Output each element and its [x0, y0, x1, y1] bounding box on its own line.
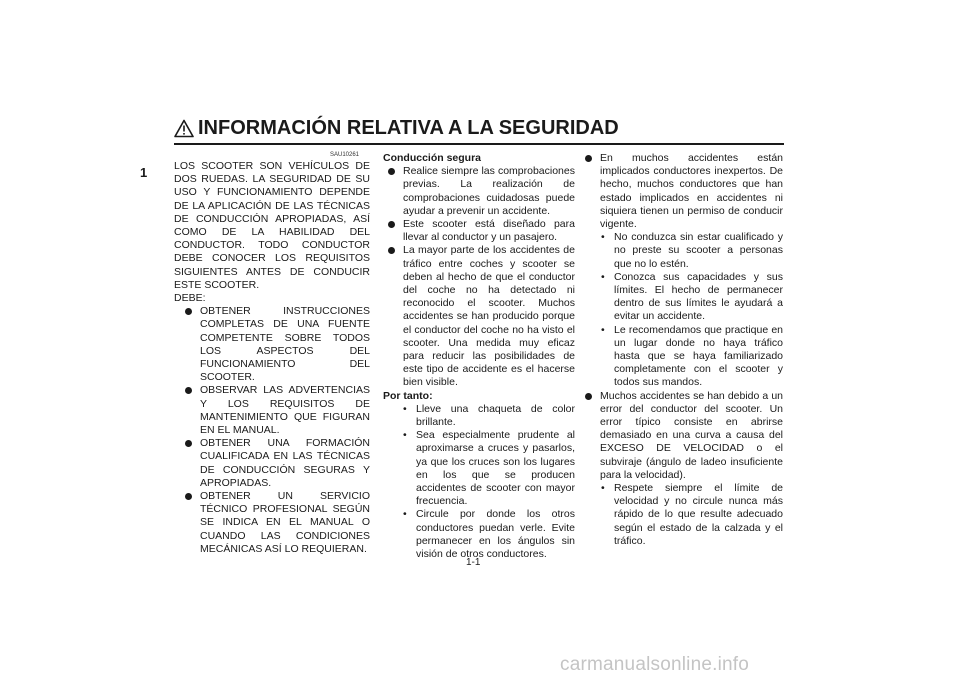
- list-item: OBSERVAR LAS ADVERTENCIAS Y LOS REQUISITOS DE MANTENIMIENTO QUE FIGURAN EN EL MANUAL.: [185, 384, 370, 437]
- chapter-number: 1: [140, 165, 148, 180]
- column-3: [585, 152, 783, 548]
- list-item: Este scooter está diseñado para llevar al conductor y un pasajero.: [388, 218, 575, 244]
- intro-paragraph: LOS SCOOTER SON VEHÍCULOS DE DOS RUEDAS. LA SEGURIDAD DE SU USO Y FUNCIONAMIENTO DEPENDE DE LA APLICACIÓN DE LAS TÉCNICAS DE CONDUCCIÓN APROPIADAS, ASÍ COMO DE LA HABILIDAD DEL CONDUCTOR. TODO CONDUCTOR DEBE CONOCER LOS REQUISITOS SIGUIENTES ANTES DE CONDUCIR ESTE SCOOTER.: [174, 160, 370, 291]
- section-heading: Conducción segura: [383, 152, 482, 164]
- sub-list-item: • Circule por donde los otros conductores puedan verle. Evite permanecer en los ángulos sin visión de otros conductores.: [403, 508, 575, 561]
- watermark: carmanualsonline.info: [560, 654, 750, 675]
- page-title: [174, 117, 784, 145]
- sub-list-item: • Le recomendamos que practique en un lugar donde no haya tráfico hasta que se haya familiarizado completamente con el scooter y todos sus mandos.: [601, 324, 783, 390]
- list-item: OBTENER UNA FORMACIÓN CUALIFICADA EN LAS TÉCNICAS DE CONDUCCIÓN SEGURAS Y APROPIADAS.: [185, 437, 370, 490]
- page-number: 1-1: [466, 557, 481, 568]
- sub-list-item: • Conozca sus capacidades y sus límites. El hecho de permanecer dentro de sus límites le ayudará a evitar un accidente.: [601, 271, 783, 324]
- sub-list-item: • No conduzca sin estar cualificado y no preste su scooter a personas que no lo estén.: [601, 231, 783, 271]
- document-code: SAU10261: [330, 152, 360, 158]
- sub-list-item: • Respete siempre el límite de velocidad y no circule nunca más rápido de lo que resulte adecuado según el estado de la calzada y el tráfico.: [601, 482, 783, 548]
- por-tanto-label: Por tanto:: [383, 389, 433, 402]
- column-2: [383, 152, 575, 561]
- debe-label: DEBE:: [174, 292, 206, 305]
- list-item: Realice siempre las comprobaciones previas. La realización de comprobaciones cuidadosas puede ayudar a prevenir un accidente.: [388, 165, 575, 218]
- list-item: Muchos accidentes se han debido a un error del conductor del scooter. Un error típico consiste en abrirse demasiado en una curva a causa del EXCESO DE VELOCIDAD o el subviraje (ángulo de ladeo insuficiente para la velocidad).: [585, 390, 783, 482]
- list-item: OBTENER UN SERVICIO TÉCNICO PROFESIONAL SEGÚN SE INDICA EN EL MANUAL O CUANDO LAS CONDICIONES MECÁNICAS ASÍ LO REQUIERAN.: [185, 490, 370, 556]
- sub-list-item: • Lleve una chaqueta de color brillante.: [403, 403, 575, 429]
- list-item: La mayor parte de los accidentes de tráfico entre coches y scooter se deben al hecho de que el conductor del coche no ha detectado ni reconocido el scooter. Muchos accidentes se han producido porque el conductor del coche no ha visto el scooter. Una medida muy eficaz para reducir las posibilidades de este tipo de accidente es el hacerse bien visible.: [388, 244, 575, 389]
- list-item: En muchos accidentes están implicados conductores inexpertos. De hecho, muchos conductores que han estado implicados en accidentes ni siquiera tienen un permiso de conducir vigente.: [585, 152, 783, 231]
- column-1: [174, 160, 370, 556]
- list-item: OBTENER INSTRUCCIONES COMPLETAS DE UNA FUENTE COMPETENTE SOBRE TODOS LOS ASPECTOS DEL FUNCIONAMIENTO DEL SCOOTER.: [185, 305, 370, 384]
- warning-triangle-icon: [174, 119, 194, 138]
- sub-list-item: • Sea especialmente prudente al aproximarse a cruces y pasarlos, ya que los cruces son los lugares en los que se producen accidentes de scooter con mayor frecuencia.: [403, 429, 575, 508]
- page-title-text: INFORMACIÓN RELATIVA A LA SEGURIDAD: [198, 117, 619, 139]
